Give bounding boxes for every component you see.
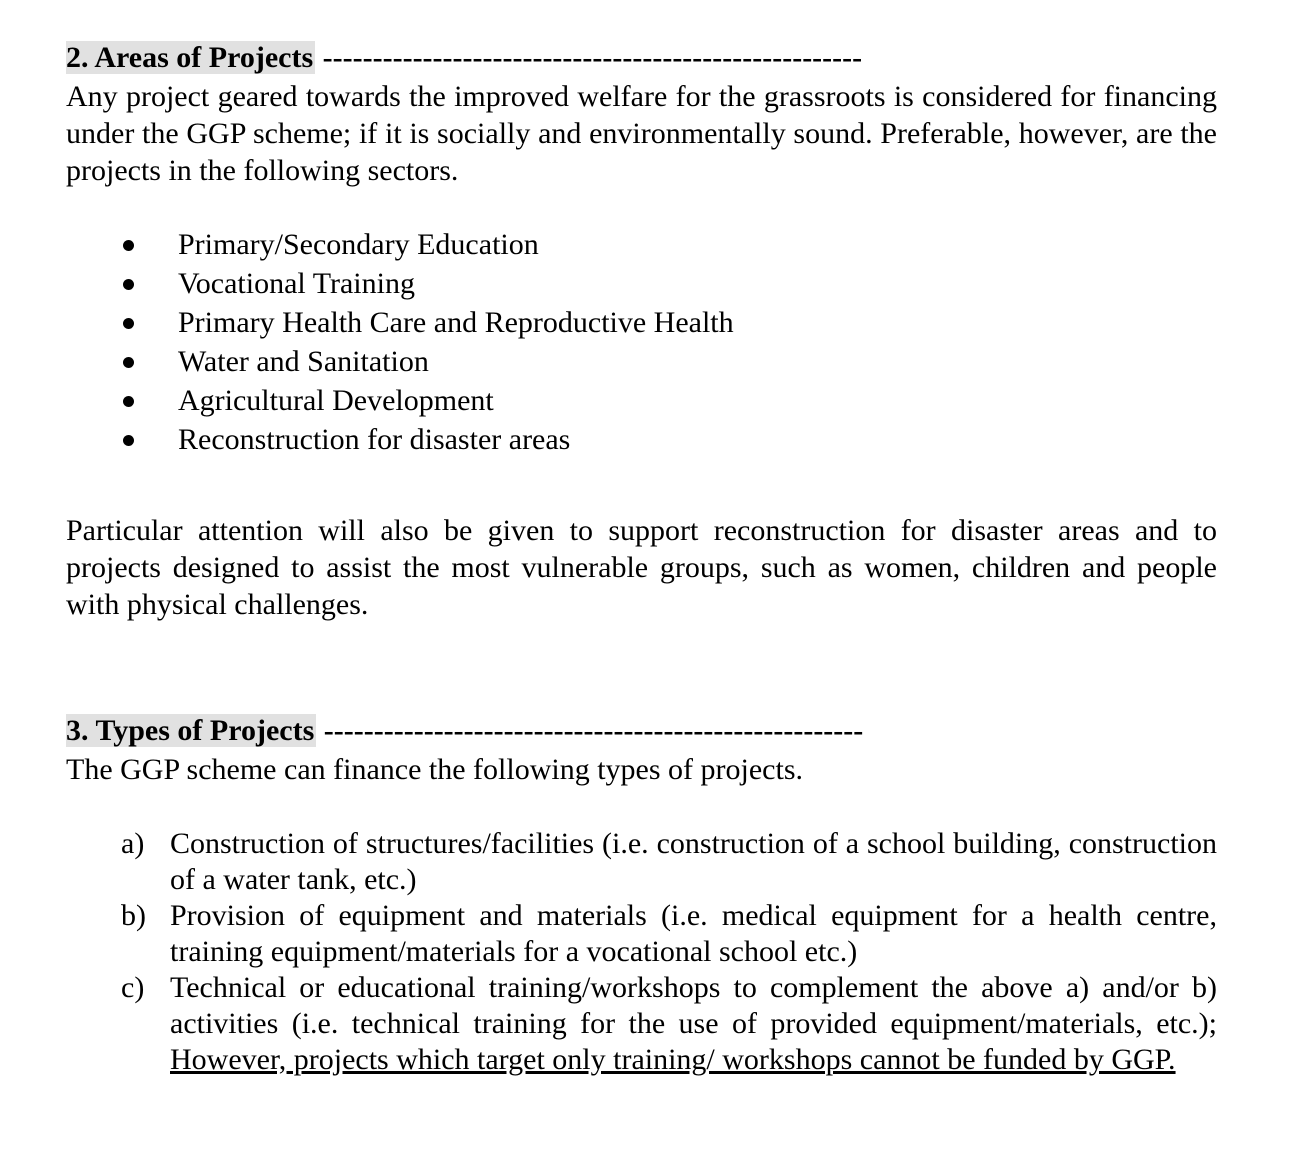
list-item bbox=[66, 342, 1217, 381]
list-item bbox=[66, 264, 1217, 303]
sector-label: Vocational Training bbox=[178, 267, 415, 300]
sector-label: Primary Health Care and Reproductive Health bbox=[178, 306, 734, 339]
sector-label: Agricultural Development bbox=[178, 384, 494, 417]
section-3-intro: The GGP scheme can finance the following types of projects. bbox=[66, 753, 803, 786]
list-item bbox=[66, 381, 1217, 420]
section-3-heading bbox=[66, 711, 1217, 751]
bullet-icon bbox=[123, 318, 134, 329]
project-type-text: Provision of equipment and materials (i.e. medical equipment for a health centre, training equipment/materials for a vocational school etc.) bbox=[170, 899, 1217, 968]
project-type-list bbox=[66, 826, 1217, 1078]
bullet-icon bbox=[123, 435, 134, 446]
sector-list bbox=[66, 225, 1217, 459]
list-item bbox=[66, 898, 1217, 970]
sector-label: Reconstruction for disaster areas bbox=[178, 423, 571, 456]
list-marker: c) bbox=[121, 971, 145, 1004]
bullet-icon bbox=[123, 396, 134, 407]
section-2-intro: Any project geared towards the improved welfare for the grassroots is considered for financing under the GGP scheme; if it is socially and environmentally sound. Preferable, however, are the projects in the following sectors. bbox=[66, 80, 1217, 187]
bullet-icon bbox=[123, 357, 134, 368]
project-type-text: Technical or educational training/workshops to complement the above a) and/or b) activities (i.e. technical training for the use of provided equipment/materials, etc.); bbox=[170, 971, 1217, 1040]
list-marker: b) bbox=[121, 899, 146, 932]
bullet-icon bbox=[123, 279, 134, 290]
list-item bbox=[66, 303, 1217, 342]
list-item bbox=[66, 826, 1217, 898]
section-2-attention: Particular attention will also be given to support reconstruction for disaster areas and to projects designed to assist the most vulnerable groups, such as women, children and people with physical challenges. bbox=[66, 514, 1217, 621]
list-item bbox=[66, 225, 1217, 264]
sector-label: Primary/Secondary Education bbox=[178, 228, 539, 261]
list-item bbox=[66, 420, 1217, 459]
funding-restriction-note: However, projects which target only training/ workshops cannot be funded by GGP. bbox=[170, 1043, 1176, 1076]
section-2-rule: ------------------------------------------------------ bbox=[322, 41, 863, 74]
project-type-text: Construction of structures/facilities (i.e. construction of a school building, construction of a water tank, etc.) bbox=[170, 827, 1217, 896]
list-item bbox=[66, 970, 1217, 1078]
section-3-title: 3. Types of Projects bbox=[66, 714, 315, 747]
section-3-rule: ------------------------------------------------------ bbox=[323, 714, 864, 747]
document-page bbox=[66, 38, 1217, 1078]
section-2-heading bbox=[66, 38, 1217, 78]
bullet-icon bbox=[123, 240, 134, 251]
section-2-title: 2. Areas of Projects bbox=[66, 41, 314, 74]
sector-label: Water and Sanitation bbox=[178, 345, 429, 378]
list-marker: a) bbox=[121, 827, 145, 860]
